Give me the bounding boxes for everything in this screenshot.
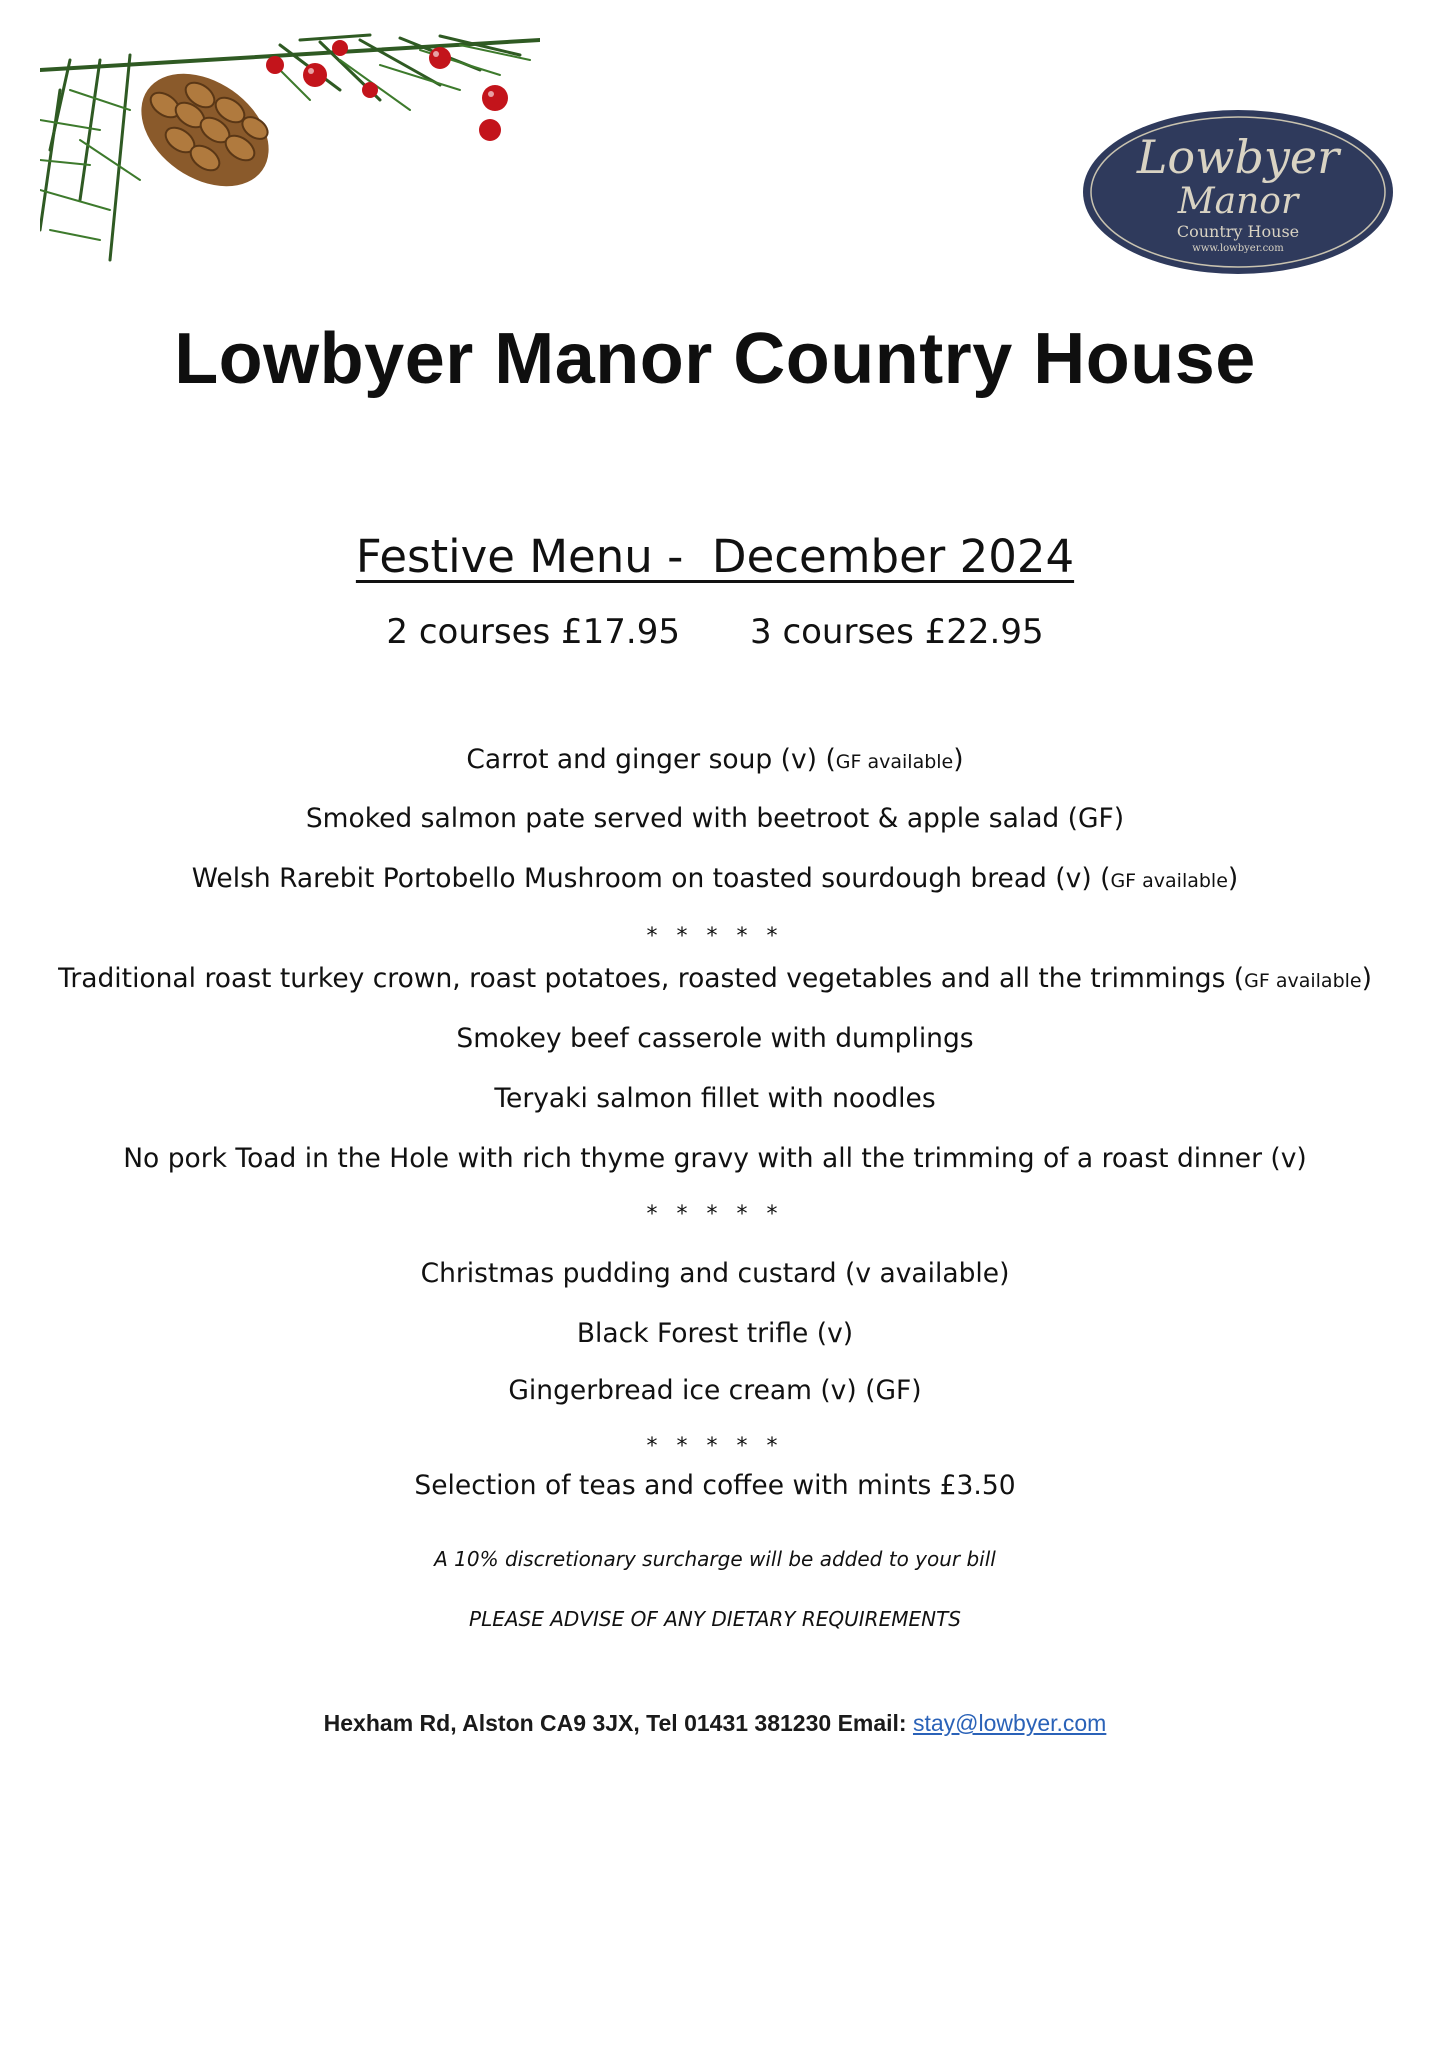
price-two-courses: 2 courses £17.95 [386,612,680,652]
menu-item-dessert [0,1318,1430,1349]
menu-item-close: ) [1227,863,1239,894]
logo-name-line1: Lowbyer [1136,130,1340,184]
surcharge-note: A 10% discretionary surcharge will be added to your bill [434,1547,996,1571]
menu-item-starter [0,744,1430,775]
page-title: Lowbyer Manor Country House [174,319,1256,399]
menu-item-text: Gingerbread ice cream (v) (GF) [508,1375,922,1406]
logo-subtitle: Country House [1176,222,1300,241]
menu-item-text: Selection of teas and coffee with mints £3.50 [414,1470,1016,1501]
menu-item-close: ) [953,744,964,775]
menu-item-extras [0,1470,1430,1501]
menu-item-starter [0,803,1430,834]
logo-name-line2: Manor [1177,181,1299,222]
logo-website: www.lowbyer.com [1192,243,1284,254]
menu-item-text: Traditional roast turkey crown, roast potatoes, roasted vegetables and all the trimmings ( [58,963,1245,994]
course-separator: * * * * * [646,1202,784,1227]
menu-heading [0,530,1430,583]
contact-footer [0,1710,1430,1737]
lowbyer-manor-logo [1078,105,1398,280]
menu-item-text: Christmas pudding and custard (v available) [420,1258,1010,1289]
menu-item-text: Carrot and ginger soup (v) ( [466,744,836,775]
contact-address: Hexham Rd, Alston CA9 3JX, Tel 01431 381230 Email: [323,1710,913,1736]
menu-heading-text: Festive Menu - December 2024 [355,530,1075,583]
menu-item-text: Welsh Rarebit Portobello Mushroom on toasted sourdough bread (v) ( [191,863,1111,894]
course-separator: * * * * * [646,924,784,949]
festive-pine-decoration [40,30,540,275]
menu-item-text: Smoked salmon pate served with beetroot & apple salad (GF) [305,803,1125,834]
menu-item-dessert [0,1258,1430,1289]
menu-item-main [0,963,1430,994]
menu-item-note: GF available [1110,870,1228,892]
menu-item-main [0,1023,1430,1054]
menu-item-text: Smokey beef casserole with dumplings [456,1023,974,1054]
menu-item-main [0,1083,1430,1114]
price-three-courses: 3 courses £22.95 [750,612,1044,652]
dietary-note: PLEASE ADVISE OF ANY DIETARY REQUIREMENTS [469,1607,961,1631]
menu-item-text: No pork Toad in the Hole with rich thyme gravy with all the trimming of a roast dinner (v) [123,1143,1307,1174]
menu-item-dessert [0,1375,1430,1406]
course-separator: * * * * * [646,1434,784,1459]
menu-item-note: GF available [1244,970,1362,992]
menu-item-starter [0,863,1430,894]
menu-item-text: Teryaki salmon fillet with noodles [494,1083,936,1114]
menu-item-text: Black Forest trifle (v) [576,1318,854,1349]
menu-item-note: GF available [835,751,954,773]
contact-email-link[interactable]: stay@lowbyer.com [912,1710,1107,1736]
price-line [0,612,1430,652]
menu-item-close: ) [1361,963,1372,994]
menu-item-main [0,1143,1430,1174]
